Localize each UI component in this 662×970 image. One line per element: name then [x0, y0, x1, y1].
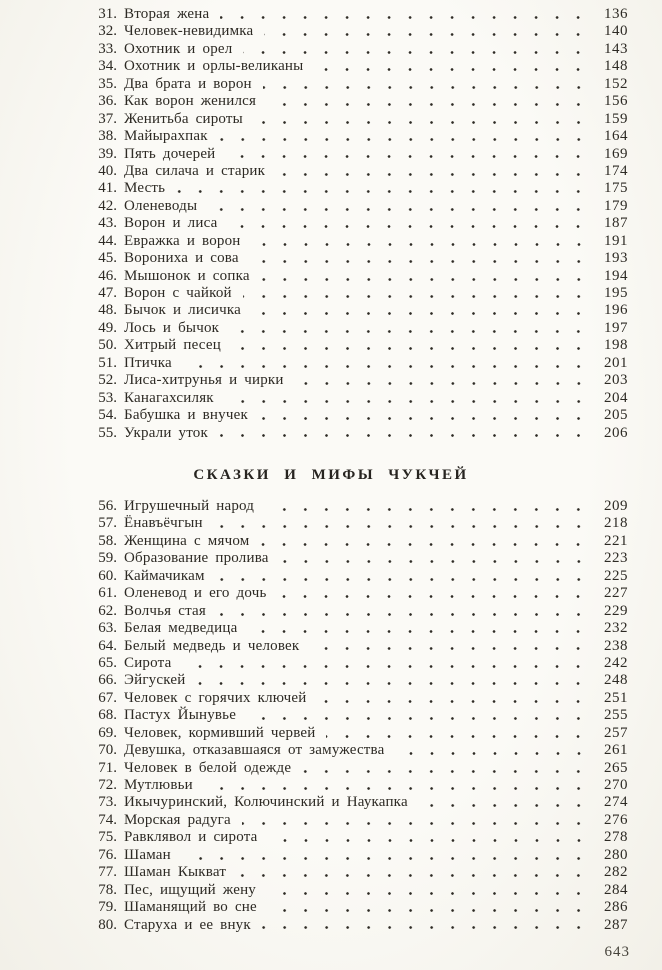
toc-entry-title: Хитрый песец — [124, 337, 221, 354]
toc-entry — [90, 638, 628, 655]
toc-entry-title: Морская радуга — [124, 811, 231, 828]
dot-leader — [276, 163, 589, 180]
dot-leader — [232, 337, 589, 354]
toc-entry-page: 195 — [604, 285, 628, 301]
toc-entry — [90, 829, 628, 846]
toc-entry-number: 39. — [98, 145, 117, 162]
toc-entry-number: 41. — [98, 180, 117, 197]
dot-leader — [228, 215, 589, 232]
toc-entry — [90, 425, 628, 442]
toc-entry-page: 203 — [604, 372, 628, 389]
toc-entry — [90, 917, 628, 934]
toc-entry-number: 38. — [98, 128, 117, 145]
toc-entry-page: 255 — [604, 707, 628, 724]
toc-entry-number: 72. — [98, 777, 117, 793]
toc-entry-title: Мутлювьи — [124, 777, 193, 793]
toc-entry-title: Женщина с мячом — [124, 532, 250, 549]
toc-entry-page: 225 — [604, 567, 628, 584]
toc-entry-title: Старуха и ее внук — [124, 916, 251, 933]
toc-entry — [90, 620, 628, 637]
toc-entry — [90, 41, 628, 58]
toc-entry-title: Как ворон женился — [124, 93, 257, 110]
toc-entry-title: Два брата и ворон — [124, 75, 252, 92]
toc-entry — [90, 533, 628, 550]
toc-entry — [90, 320, 628, 337]
toc-entry-title: Ёнавъёчгын — [124, 515, 203, 532]
toc-entry — [90, 899, 628, 916]
dot-leader — [219, 425, 589, 442]
dot-leader — [219, 128, 589, 145]
toc-entry-number: 36. — [98, 93, 117, 110]
toc-entry-number: 48. — [98, 302, 117, 319]
toc-entry — [90, 655, 628, 672]
toc-entry — [90, 794, 628, 811]
toc-entry-page: 143 — [604, 40, 628, 57]
toc-entry — [90, 93, 628, 110]
toc-entry-page: 194 — [604, 267, 628, 284]
toc-entry-title: Лиса-хитрунья и чирки — [124, 372, 284, 389]
toc-entry-page: 174 — [604, 162, 628, 179]
toc-entry-number: 64. — [98, 637, 117, 654]
dot-leader — [280, 550, 589, 567]
toc-entry-page: 251 — [604, 689, 628, 706]
toc-entry-number: 32. — [98, 23, 117, 40]
toc-entry-title: Игрушечный народ — [124, 498, 255, 514]
toc-entry-title: Женитьба сироты — [124, 110, 243, 127]
toc-entry-title: Ворон с чайкой — [124, 285, 232, 301]
dot-leader — [248, 620, 589, 637]
toc-entry-number: 50. — [98, 337, 117, 354]
toc-entry-number: 37. — [98, 110, 117, 127]
toc-entry-title: Человек-невидимка — [124, 23, 254, 40]
toc-entry-title: Бабушка и внучек — [124, 407, 248, 424]
toc-entry-number: 44. — [98, 232, 117, 249]
toc-entry-number: 53. — [98, 389, 117, 406]
dot-leader — [419, 794, 589, 811]
dot-leader — [267, 93, 589, 110]
dot-leader — [317, 690, 589, 707]
dot-leader — [263, 76, 589, 93]
toc-entry-title: Месть — [124, 180, 166, 197]
toc-entry-title: Пять дочерей — [124, 145, 216, 162]
toc-entry-page: 282 — [604, 864, 628, 881]
toc-entry-page: 257 — [604, 724, 628, 741]
toc-list-part2 — [90, 498, 628, 934]
toc-entry — [90, 302, 628, 319]
toc-entry-title: Белый медведь и человек — [124, 637, 300, 654]
toc-entry-number: 76. — [98, 846, 117, 863]
dot-leader — [243, 285, 589, 302]
toc-entry-title: Сирота — [124, 654, 172, 671]
toc-entry — [90, 250, 628, 267]
toc-entry-page: 140 — [604, 23, 628, 40]
dot-leader — [302, 760, 589, 777]
toc-entry-title: Шаман — [124, 846, 171, 863]
toc-entry-number: 49. — [98, 319, 117, 336]
toc-entry-page: 179 — [604, 197, 628, 214]
toc-entry-title: Человек с горячих ключей — [124, 689, 307, 706]
toc-entry-title: Евражка и ворон — [124, 232, 241, 249]
toc-entry-number: 46. — [98, 267, 117, 284]
toc-entry — [90, 355, 628, 372]
toc-entry-title: Образование пролива — [124, 550, 269, 567]
toc-entry-title: Икычуринский, Колючинский и Наукапка — [124, 794, 408, 811]
toc-entry-number: 63. — [98, 620, 117, 637]
toc-entry-page: 156 — [604, 93, 628, 110]
toc-entry — [90, 128, 628, 145]
toc-entry-title: Ворон и лиса — [124, 215, 218, 232]
toc-entry-page: 136 — [604, 6, 628, 22]
toc-entry-number: 69. — [98, 724, 117, 741]
dot-leader — [176, 180, 589, 197]
dot-leader — [314, 58, 589, 75]
toc-entry-number: 62. — [98, 602, 117, 619]
toc-entry-title: Охотник и орлы-великаны — [124, 58, 304, 75]
dot-leader — [225, 390, 589, 407]
dot-leader — [220, 6, 589, 23]
section-heading: СКАЗКИ И МИФЫ ЧУКЧЕЙ — [193, 467, 469, 483]
toc-entry-number: 42. — [98, 197, 117, 214]
dot-leader — [204, 777, 589, 794]
toc-entry — [90, 864, 628, 881]
dot-leader — [217, 603, 589, 620]
toc-entry-title: Девушка, отказавшаяся от замужества — [124, 742, 385, 759]
toc-entry-number: 71. — [98, 759, 117, 776]
toc-entry-number: 40. — [98, 162, 117, 179]
dot-leader — [259, 407, 589, 424]
toc-entry-number: 75. — [98, 829, 117, 846]
toc-entry-page: 193 — [604, 250, 628, 267]
toc-entry — [90, 690, 628, 707]
toc-entry — [90, 568, 628, 585]
toc-entry-number: 78. — [98, 881, 117, 898]
toc-entry — [90, 163, 628, 180]
toc-entry — [90, 742, 628, 759]
toc-entry-page: 242 — [604, 654, 628, 671]
toc-entry-number: 58. — [98, 532, 117, 549]
toc-entry-page: 221 — [604, 532, 628, 549]
toc-entry-title: Эйгускей — [124, 672, 186, 689]
dot-leader — [242, 812, 589, 829]
toc-list-part1 — [90, 6, 628, 442]
toc-entry-number: 61. — [98, 585, 117, 602]
toc-entry-title: Ворониха и сова — [124, 250, 239, 267]
toc-entry — [90, 198, 628, 215]
toc-entry-page: 278 — [604, 829, 628, 846]
toc-entry-title: Охотник и орел — [124, 40, 233, 57]
toc-entry-title: Каймачикам — [124, 567, 205, 584]
dot-leader — [247, 707, 589, 724]
toc-entry-page: 265 — [604, 759, 628, 776]
toc-entry-page: 209 — [604, 498, 628, 514]
toc-entry-title: Шаман Кыкват — [124, 864, 227, 881]
toc-entry-number: 66. — [98, 672, 117, 689]
toc-entry-number: 52. — [98, 372, 117, 389]
toc-entry-title: Белая медведица — [124, 620, 238, 637]
toc-entry-page: 175 — [604, 180, 628, 197]
toc-entry-number: 35. — [98, 75, 117, 92]
toc-entry — [90, 180, 628, 197]
toc-entry-page: 205 — [604, 407, 628, 424]
toc-entry-page: 196 — [604, 302, 628, 319]
page-number: 643 — [604, 944, 630, 960]
toc-entry-page: 286 — [604, 899, 628, 916]
toc-entry-page: 227 — [604, 585, 628, 602]
toc-entry-number: 31. — [98, 6, 117, 22]
toc-entry — [90, 847, 628, 864]
dot-leader — [326, 725, 589, 742]
toc-entry-title: Человек, кормивший червей — [124, 724, 316, 741]
toc-entry-number: 80. — [98, 916, 117, 933]
dot-leader — [265, 498, 589, 515]
toc-entry-title: Шаманящий во сне — [124, 899, 257, 916]
toc-entry — [90, 725, 628, 742]
toc-entry-title: Пастух Йынувье — [124, 707, 237, 724]
toc-entry-page: 218 — [604, 515, 628, 532]
toc-entry-number: 54. — [98, 407, 117, 424]
dot-leader — [396, 742, 589, 759]
toc-entry-title: Человек в белой одежде — [124, 759, 292, 776]
toc-entry-number: 59. — [98, 550, 117, 567]
toc-entry-page: 229 — [604, 602, 628, 619]
toc-entry — [90, 760, 628, 777]
toc-entry-title: Равклявол и сирота — [124, 829, 258, 846]
toc-entry — [90, 23, 628, 40]
toc-entry-number: 70. — [98, 742, 117, 759]
toc-entry — [90, 215, 628, 232]
toc-entry-title: Канагахсиляк — [124, 389, 214, 406]
dot-leader — [264, 23, 589, 40]
toc-entry-page: 206 — [604, 424, 628, 441]
toc-entry-page: 261 — [604, 742, 628, 759]
toc-entry-page: 287 — [604, 916, 628, 933]
toc-entry-title: Два силача и старик — [124, 162, 266, 179]
toc-entry-page: 164 — [604, 128, 628, 145]
toc-entry-page: 276 — [604, 811, 628, 828]
toc-entry-title: Вторая жена — [124, 6, 210, 22]
dot-leader — [182, 655, 589, 672]
toc-entry-number: 45. — [98, 250, 117, 267]
toc-entry-page: 159 — [604, 110, 628, 127]
toc-entry-number: 47. — [98, 285, 117, 301]
toc-entry-number: 33. — [98, 40, 117, 57]
toc-entry — [90, 390, 628, 407]
dot-leader — [267, 882, 589, 899]
dot-leader — [268, 899, 589, 916]
toc-entry-title: Оленевод и его дочь — [124, 585, 267, 602]
toc-entry-number: 73. — [98, 794, 117, 811]
toc-entry — [90, 6, 628, 23]
toc-entry-number: 68. — [98, 707, 117, 724]
toc-entry — [90, 672, 628, 689]
dot-leader — [269, 829, 589, 846]
toc-entry-number: 74. — [98, 811, 117, 828]
toc-entry-page: 197 — [604, 319, 628, 336]
toc-entry-number: 57. — [98, 515, 117, 532]
dot-leader — [237, 864, 589, 881]
toc-entry-number: 55. — [98, 424, 117, 441]
toc-entry-page: 152 — [604, 75, 628, 92]
toc-entry-page: 270 — [604, 777, 628, 793]
toc-entry — [90, 550, 628, 567]
toc-entry-page: 187 — [604, 215, 628, 232]
dot-leader — [252, 302, 589, 319]
toc-entry-page: 284 — [604, 881, 628, 898]
toc-entry-number: 56. — [98, 498, 117, 514]
toc-entry-title: Оленеводы — [124, 197, 198, 214]
toc-entry — [90, 146, 628, 163]
toc-entry — [90, 58, 628, 75]
dot-leader — [310, 638, 589, 655]
toc-entry — [90, 603, 628, 620]
dot-leader — [208, 198, 589, 215]
toc-entry-number: 51. — [98, 354, 117, 371]
toc-entry-page: 238 — [604, 637, 628, 654]
dot-leader — [295, 372, 589, 389]
toc-entry — [90, 233, 628, 250]
toc-entry-page: 201 — [604, 354, 628, 371]
toc-entry-number: 43. — [98, 215, 117, 232]
toc-entry-title: Пес, ищущий жену — [124, 881, 257, 898]
toc-entry-number: 34. — [98, 58, 117, 75]
dot-leader — [262, 917, 589, 934]
toc-entry-number: 65. — [98, 654, 117, 671]
toc-entry-title: Бычок и лисичка — [124, 302, 242, 319]
toc-entry — [90, 812, 628, 829]
toc-entry — [90, 707, 628, 724]
dot-leader — [182, 847, 589, 864]
toc-entry — [90, 882, 628, 899]
toc-entry-page: 274 — [604, 794, 628, 811]
toc-entry-title: Майырахпак — [124, 128, 208, 145]
dot-leader — [214, 515, 589, 532]
toc-entry-number: 67. — [98, 689, 117, 706]
toc-entry — [90, 777, 628, 794]
toc-entry-page: 223 — [604, 550, 628, 567]
toc-entry-page: 204 — [604, 389, 628, 406]
toc-entry-page: 280 — [604, 846, 628, 863]
dot-leader — [216, 568, 589, 585]
toc-entry — [90, 407, 628, 424]
toc-entry-page: 248 — [604, 672, 628, 689]
toc-entry-title: Украли уток — [124, 424, 208, 441]
dot-leader — [226, 146, 589, 163]
toc-entry-page: 198 — [604, 337, 628, 354]
toc-entry-page: 148 — [604, 58, 628, 75]
dot-leader — [243, 41, 589, 58]
toc-entry-title: Волчья стая — [124, 602, 206, 619]
toc-entry-title: Мышонок и сопка — [124, 267, 250, 284]
dot-leader — [277, 585, 589, 602]
toc-entry — [90, 337, 628, 354]
dot-leader — [254, 111, 589, 128]
toc-entry-page: 191 — [604, 232, 628, 249]
dot-leader — [183, 355, 589, 372]
toc-entry-page: 169 — [604, 145, 628, 162]
toc-entry — [90, 585, 628, 602]
toc-entry — [90, 268, 628, 285]
toc-entry-number: 79. — [98, 899, 117, 916]
toc-entry-title: Лось и бычок — [124, 319, 220, 336]
dot-leader — [250, 250, 589, 267]
toc-entry-number: 60. — [98, 567, 117, 584]
toc-entry — [90, 515, 628, 532]
dot-leader — [252, 233, 589, 250]
toc-entry — [90, 76, 628, 93]
toc-entry — [90, 285, 628, 302]
dot-leader — [261, 268, 589, 285]
toc-entry — [90, 498, 628, 515]
dot-leader — [196, 672, 589, 689]
toc-entry-page: 232 — [604, 620, 628, 637]
toc-entry-title: Птичка — [124, 354, 172, 371]
dot-leader — [260, 533, 589, 550]
toc-entry — [90, 111, 628, 128]
dot-leader — [230, 320, 589, 337]
toc-entry — [90, 372, 628, 389]
toc-entry-number: 77. — [98, 864, 117, 881]
